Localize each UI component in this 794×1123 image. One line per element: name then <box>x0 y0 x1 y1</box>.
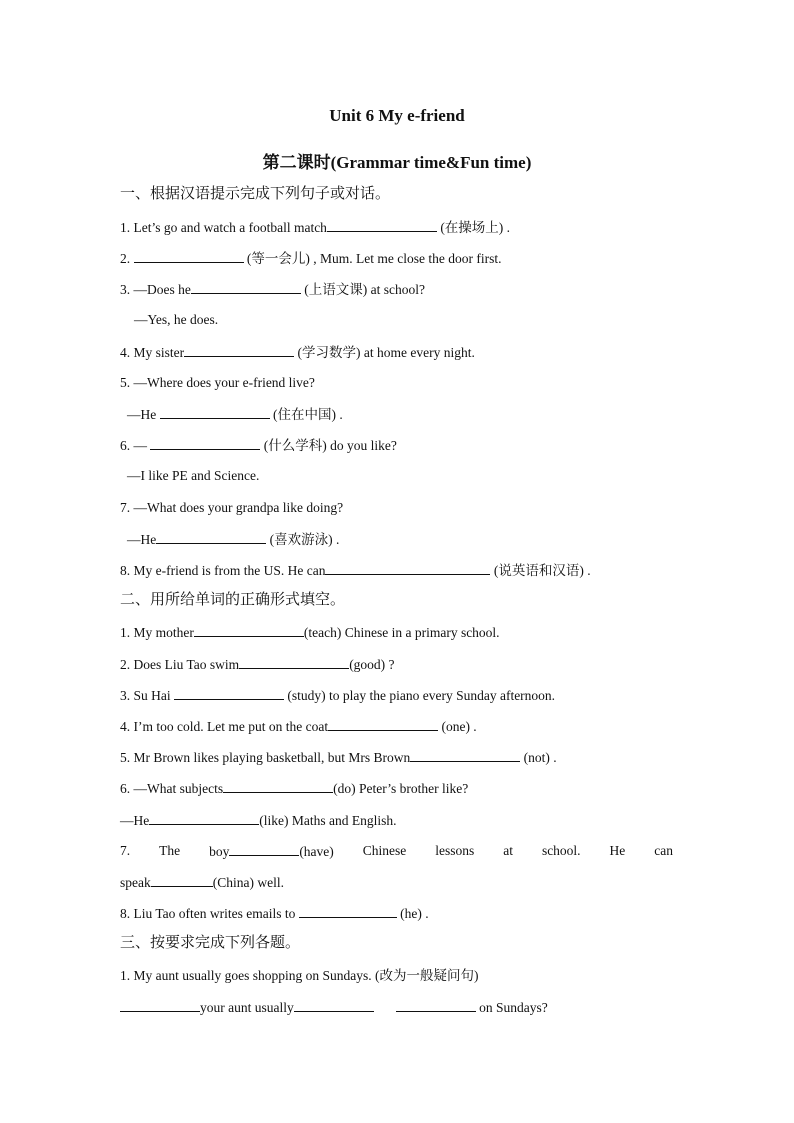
answer-blank[interactable] <box>149 810 259 825</box>
s1-question-2: 2. (等一会儿) , Mum. Let me close the door first. <box>120 248 501 269</box>
s2-question-3: 3. Su Hai (study) to play the piano every Sunday afternoon. <box>120 685 555 706</box>
answer-blank[interactable] <box>229 841 299 856</box>
answer-blank[interactable] <box>151 872 213 887</box>
s2-question-6-answer: —He (like) Maths and English. <box>120 810 396 831</box>
answer-blank[interactable] <box>156 529 266 544</box>
s1-question-5-answer: —He (住在中国) . <box>127 404 343 425</box>
page-title: Unit 6 My e-friend <box>329 106 465 125</box>
answer-blank[interactable] <box>294 997 374 1012</box>
answer-blank[interactable] <box>120 997 200 1012</box>
answer-blank[interactable] <box>327 217 437 232</box>
answer-blank[interactable] <box>410 747 520 762</box>
page-subtitle: 第二课时(Grammar time&Fun time) <box>262 153 532 172</box>
section-2-heading: 二、用所给单词的正确形式填空。 <box>120 592 346 608</box>
answer-blank[interactable] <box>184 342 294 357</box>
answer-blank[interactable] <box>150 435 260 450</box>
s2-question-7: 7. The boy (have) Chinese lessons at school. He can <box>120 843 673 859</box>
answer-blank[interactable] <box>134 248 244 263</box>
s1-question-7: 7. —What does your grandpa like doing? <box>120 500 344 515</box>
answer-blank[interactable] <box>191 279 301 294</box>
s2-question-5: 5. Mr Brown likes playing basketball, but Mrs Brown (not) . <box>120 747 557 768</box>
answer-blank[interactable] <box>299 903 397 918</box>
s1-question-7-answer: —He (喜欢游泳) . <box>127 529 339 550</box>
s1-question-6-answer: —I like PE and Science. <box>127 468 260 483</box>
answer-blank[interactable] <box>174 685 284 700</box>
answer-blank[interactable] <box>239 654 349 669</box>
s2-question-2: 2. Does Liu Tao swim (good) ? <box>120 654 395 675</box>
answer-blank[interactable] <box>160 404 270 419</box>
s1-question-5: 5. —Where does your e-friend live? <box>120 375 315 390</box>
s1-question-4: 4. My sister (学习数学) at home every night. <box>120 342 475 363</box>
s1-question-3: 3. —Does he (上语文课) at school? <box>120 279 425 300</box>
s1-question-3-answer: —Yes, he does. <box>134 312 219 327</box>
s2-question-7-cont: speak (China) well. <box>120 872 284 893</box>
s3-question-1: 1. My aunt usually goes shopping on Sundays. (改为一般疑问句) <box>120 968 479 983</box>
s1-question-8: 8. My e-friend is from the US. He can (说英语和汉语) . <box>120 560 591 581</box>
s1-question-1: 1. Let’s go and watch a football match (在操场上) . <box>120 217 510 238</box>
s2-question-8: 8. Liu Tao often writes emails to (he) . <box>120 903 429 924</box>
section-1-heading: 一、根据汉语提示完成下列句子或对话。 <box>120 186 391 202</box>
answer-blank[interactable] <box>396 997 476 1012</box>
answer-blank[interactable] <box>194 622 304 637</box>
s2-question-6: 6. —What subjects (do) Peter’s brother like? <box>120 778 468 799</box>
s2-question-1: 1. My mother (teach) Chinese in a primary school. <box>120 622 500 643</box>
answer-blank[interactable] <box>328 716 438 731</box>
section-3-heading: 三、按要求完成下列各题。 <box>120 935 301 951</box>
s1-question-6: 6. — (什么学科) do you like? <box>120 435 397 456</box>
answer-blank[interactable] <box>325 560 490 575</box>
s2-question-4: 4. I’m too cold. Let me put on the coat (one) . <box>120 716 477 737</box>
answer-blank[interactable] <box>223 778 333 793</box>
s3-question-1-answer: your aunt usually on Sundays? <box>120 997 548 1018</box>
